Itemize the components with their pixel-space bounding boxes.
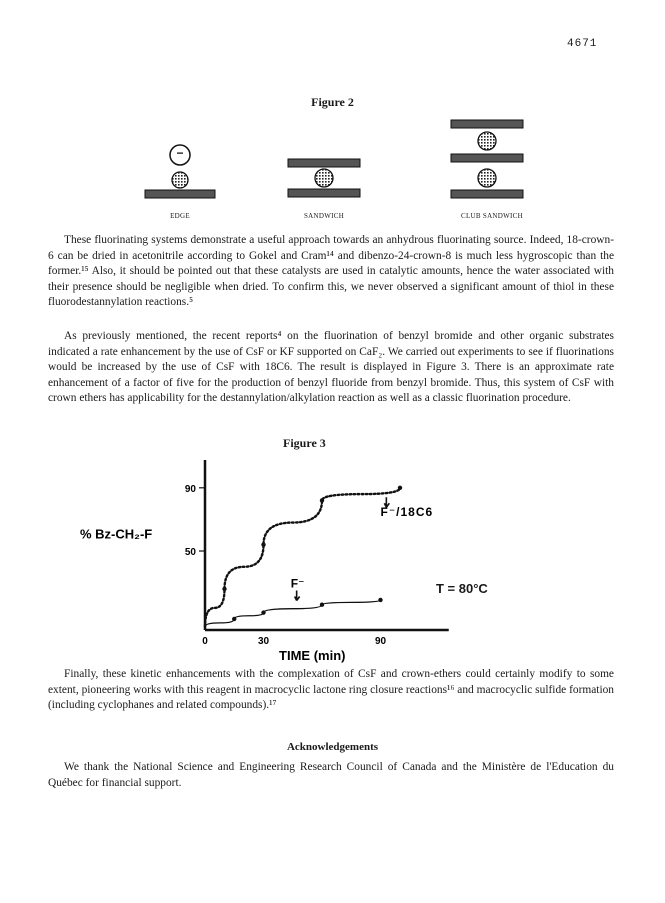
x-tick-label: 0 — [202, 636, 208, 647]
data-point — [261, 610, 265, 614]
temperature-note: T = 80°C — [436, 581, 488, 596]
cation-sphere — [172, 172, 188, 188]
x-tick-label: 30 — [257, 636, 270, 647]
caption-edge: EDGE — [170, 212, 190, 220]
arrow-f — [295, 591, 300, 601]
acknowledgements-text: We thank the National Science and Engineering Research Council of Canada and the Ministère de l'Education du Québec for financial support. — [48, 761, 614, 789]
series-label-f-18c6: F⁻/18C6 — [380, 505, 434, 520]
charge-symbol: − — [176, 146, 184, 160]
crown-ring-bar — [145, 190, 215, 198]
data-point — [222, 587, 226, 591]
series-line-1 — [205, 488, 400, 627]
data-point — [261, 542, 265, 546]
data-point — [320, 498, 324, 502]
series-line-2 — [205, 600, 381, 627]
crown-ring-bar-top — [288, 159, 360, 167]
data-point — [320, 603, 324, 607]
figure-2-diagram — [130, 115, 550, 227]
paragraph-1: These fluorinating systems demonstrate a useful approach towards an anhydrous fluorinating source. Indeed, 18-crown-6 can be dried in acetonitrile according to Gokel and Cram¹⁴ and dibenzo-24-crown-8 is much less hygroscopic than the former.¹⁵ Also, it should be pointed out that these catalysts are used in catalytic amounts, hence the water associated with their presence should be negligible when dried. To confirm this, we never observed a significant amount of thiol in these fluorodestannylation reactions.⁵ — [48, 234, 614, 308]
crown-ring-bar-2 — [451, 154, 523, 162]
figure-2-title: Figure 2 — [311, 95, 354, 109]
y-tick-label: 90 — [184, 483, 196, 495]
x-tick-label: 90 — [374, 636, 387, 647]
cation-sphere-2 — [478, 169, 496, 187]
series-label-f: F⁻ — [290, 576, 305, 591]
cation-sphere-1 — [478, 132, 496, 150]
sandwich-complex — [288, 159, 360, 197]
data-point — [378, 598, 382, 602]
x-axis-label: TIME (min) — [279, 648, 346, 663]
data-point — [398, 486, 402, 490]
page-number: 4671 — [567, 38, 598, 50]
crown-ring-bar-bottom — [288, 189, 360, 197]
crown-ring-bar-1 — [451, 120, 523, 128]
figure-3-title: Figure 3 — [283, 436, 326, 450]
club-sandwich-complex — [451, 120, 523, 198]
y-axis-label: % Bz-CH₂-F — [80, 526, 153, 542]
cation-sphere — [315, 169, 333, 187]
y-tick-label: 50 — [184, 547, 196, 558]
caption-club-sandwich: CLUB SANDWICH — [460, 212, 524, 220]
figure-3-chart — [80, 425, 560, 665]
acknowledgements-title: Acknowledgements — [286, 741, 379, 753]
crown-ring-bar-3 — [451, 190, 523, 198]
paragraph-2: As previously mentioned, the recent reports⁴ on the fluorination of benzyl bromide and other organic substrates indicated a rate enhancement by the use of CsF or KF supported on CaF₂. We carried out experiments to see if fluorinations would be increased by the use of CsF with 18C6. The result is displayed in Figure 3. There is an approximate rate enhancement of a factor of five for the production of benzyl fluoride from benzyl bromide. Thus, this system of CsF with crown ethers has applicability for the destannylation/alkylation reaction as well as a classic fluorination procedure. — [48, 330, 614, 404]
caption-sandwich: SANDWICH — [303, 212, 345, 220]
data-point — [232, 617, 236, 621]
paragraph-3: Finally, these kinetic enhancements with the complexation of CsF and crown-ethers could certainly modify to some extent, pioneering works with this reagent in macrocyclic lactone ring closure reactions¹⁶ and macrocyclic sulfide formation (including cyclophanes and related compounds).¹⁷ — [48, 668, 614, 711]
